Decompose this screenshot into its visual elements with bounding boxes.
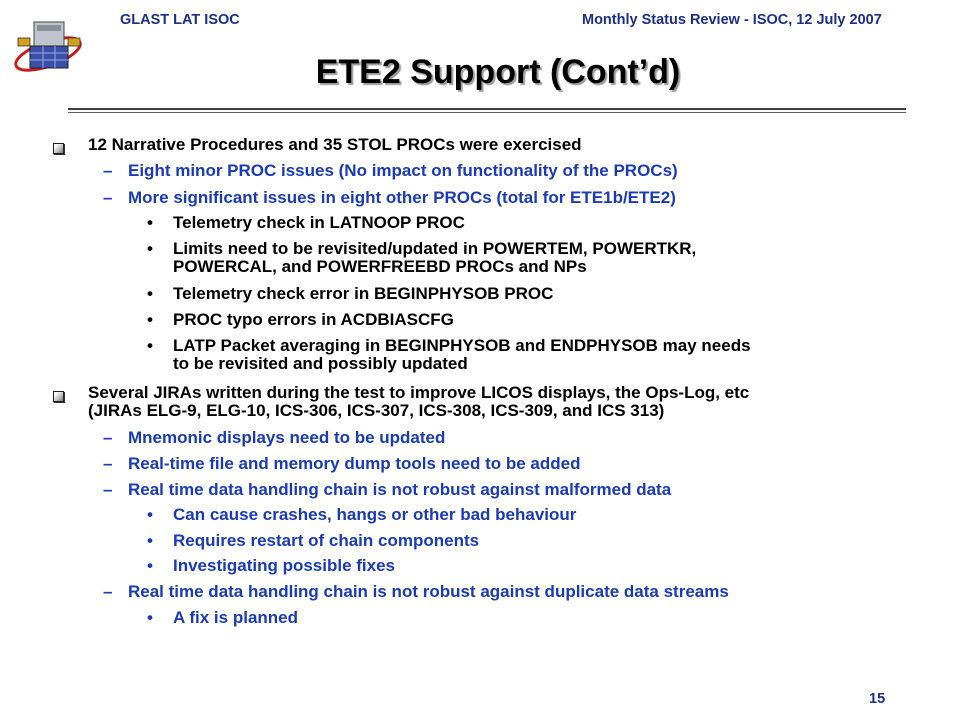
- list-item: [147, 239, 918, 258]
- list-item: [103, 188, 918, 207]
- dot-bullet-icon: •: [147, 239, 153, 258]
- list-item-text: 12 Narrative Procedures and 35 STOL PROCs were exercised: [88, 135, 582, 154]
- list-item: [147, 556, 918, 575]
- list-item-text: A fix is planned: [173, 608, 299, 627]
- list-item: [147, 531, 918, 550]
- list-item-text: Telemetry check error in BEGINPHYSOB PROC: [173, 284, 554, 303]
- list-item: [103, 480, 918, 499]
- list-item-text: Mnemonic displays need to be updated: [128, 428, 446, 447]
- dot-bullet-icon: •: [147, 310, 153, 329]
- list-item-text: More significant issues in eight other PROCs (total for ETE1b/ETE2): [128, 188, 676, 207]
- list-item: [88, 384, 918, 402]
- list-item-text: Can cause crashes, hangs or other bad behaviour: [173, 505, 577, 524]
- list-item-text: Requires restart of chain components: [173, 531, 480, 550]
- dash-bullet-icon: –: [103, 454, 113, 473]
- list-item-text: (JIRAs ELG-9, ELG-10, ICS-306, ICS-307, ICS-308, ICS-309, and ICS 313): [88, 401, 665, 420]
- dash-bullet-icon: –: [103, 161, 113, 180]
- dot-bullet-icon: •: [147, 608, 153, 627]
- list-item-text: to be revisited and possibly updated: [173, 354, 468, 373]
- checkbox-bullet-icon: [53, 391, 64, 402]
- list-item-text: Eight minor PROC issues (No impact on functionality of the PROCs): [128, 161, 678, 180]
- header-left-text: GLAST LAT ISOC: [120, 12, 240, 28]
- list-item: [103, 428, 918, 447]
- dash-bullet-icon: –: [103, 428, 113, 447]
- list-item: [147, 284, 918, 303]
- list-item: [88, 136, 918, 154]
- list-item-text: Real time data handling chain is not robust against duplicate data streams: [128, 582, 729, 601]
- title-divider-thin: [68, 112, 906, 113]
- list-item: [147, 608, 918, 627]
- list-item-text: PROC typo errors in ACDBIASCFG: [173, 310, 454, 329]
- list-item: [103, 582, 918, 601]
- dot-bullet-icon: •: [147, 556, 153, 575]
- list-item: [147, 505, 918, 524]
- dot-bullet-icon: •: [147, 531, 153, 550]
- dot-bullet-icon: •: [147, 213, 153, 232]
- list-item-text: Telemetry check in LATNOOP PROC: [173, 213, 465, 232]
- list-item-continuation: [88, 402, 918, 420]
- dash-bullet-icon: –: [103, 480, 113, 499]
- list-item: [103, 161, 918, 180]
- slide-title: ETE2 Support (Cont’d): [315, 53, 681, 91]
- list-item-text: Investigating possible fixes: [173, 556, 396, 575]
- list-item: [147, 213, 918, 232]
- dash-bullet-icon: –: [103, 188, 113, 207]
- list-item-text: LATP Packet averaging in BEGINPHYSOB and ENDPHYSOB may needs: [173, 336, 751, 355]
- list-item-continuation: [173, 258, 918, 276]
- list-item-text: POWERCAL, and POWERFREEBD PROCs and NPs: [173, 257, 587, 276]
- dot-bullet-icon: •: [147, 336, 153, 355]
- list-item-continuation: [173, 355, 918, 373]
- list-item-text: Several JIRAs written during the test to improve LICOS displays, the Ops-Log, etc: [88, 383, 750, 402]
- title-divider: [68, 108, 906, 110]
- list-item-text: Real time data handling chain is not robust against malformed data: [128, 480, 672, 499]
- list-item-text: Real-time file and memory dump tools need to be added: [128, 454, 581, 473]
- dot-bullet-icon: •: [147, 284, 153, 303]
- dash-bullet-icon: –: [103, 582, 113, 601]
- list-item: [147, 310, 918, 329]
- dot-bullet-icon: •: [147, 505, 153, 524]
- header-right-text: Monthly Status Review - ISOC, 12 July 2007: [582, 12, 882, 28]
- list-item-text: Limits need to be revisited/updated in POWERTEM, POWERTKR,: [173, 239, 697, 258]
- page-number: 15: [869, 691, 886, 707]
- list-item: [147, 336, 918, 355]
- checkbox-bullet-icon: [53, 143, 64, 154]
- list-item: [103, 454, 918, 473]
